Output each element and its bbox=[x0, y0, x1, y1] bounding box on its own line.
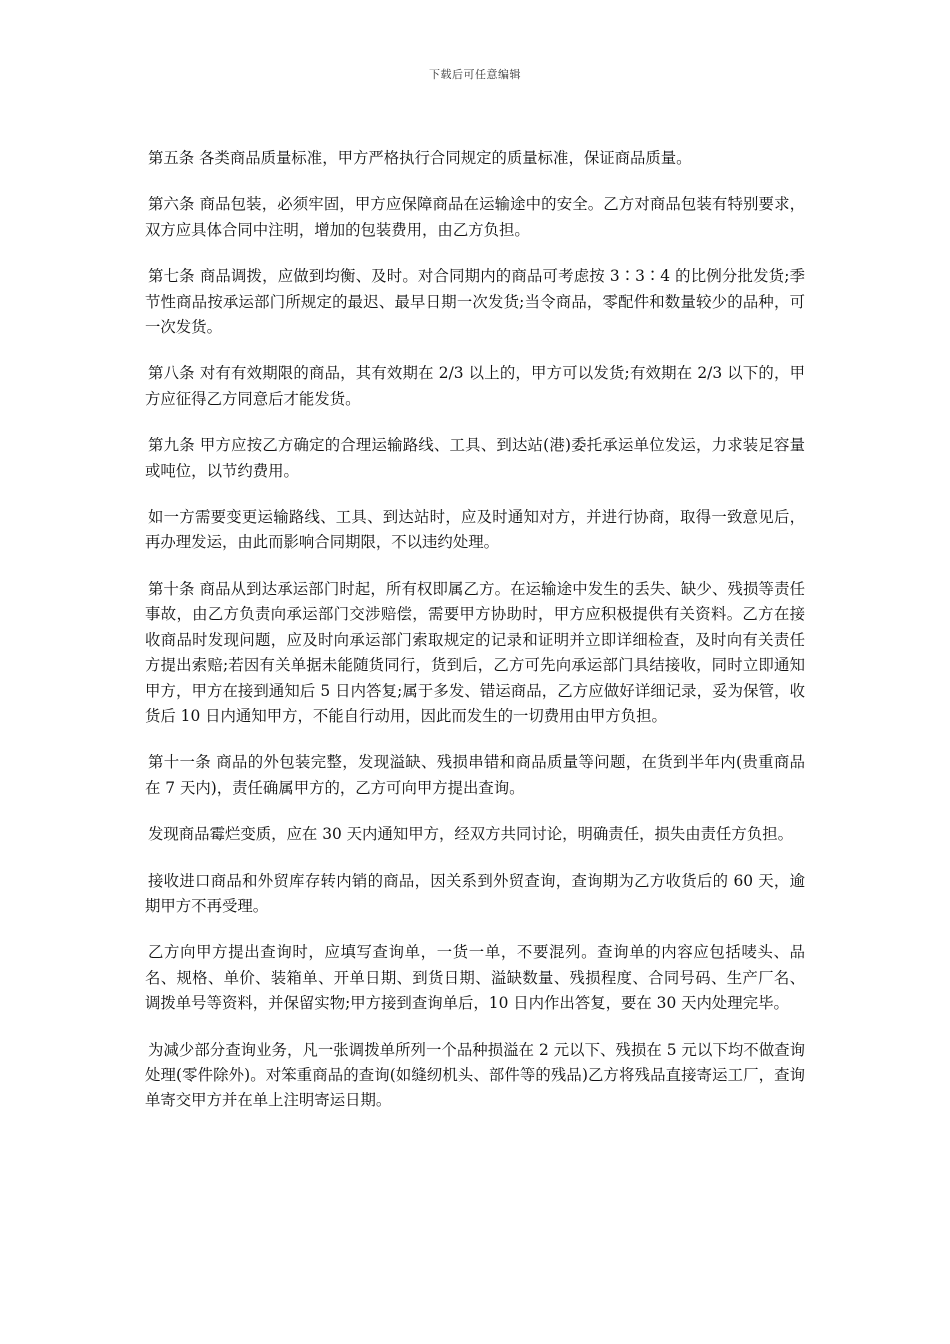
paragraph-article-5: 第五条 各类商品质量标准，甲方严格执行合同规定的质量标准，保证商品质量。 bbox=[148, 149, 692, 167]
paragraph-article-7: 第七条 商品调拨，应做到均衡、及时。对合同期内的商品可考虑按 3∶3∶4 的比例分批发货;季节性商品按承运部门所规定的最迟、最早日期一次发货;当令商品，零配件和数量较少的品种，可一次发货。 bbox=[145, 267, 805, 337]
document-body bbox=[145, 146, 805, 1135]
paragraph-article-8: 第八条 对有有效期限的商品，其有效期在 2/3 以上的，甲方可以发货;有效期在 2/3 以下的，甲方应征得乙方同意后才能发货。 bbox=[145, 364, 805, 408]
paragraph-article-10: 第十条 商品从到达承运部门时起，所有权即属乙方。在运输途中发生的丢失、缺少、残损等责任事故，由乙方负责向承运部门交涉赔偿，需要甲方协助时，甲方应积极提供有关资料。乙方在接收商品时发现问题，应及时向承运部门索取规定的记录和证明并立即详细检查，及时向有关责任方提出索赔;若因有关单据未能随货同行，货到后，乙方可先向承运部门具结接收，同时立即通知甲方，甲方在接到通知后 5 日内答复;属于多发、错运商品，乙方应做好详细记录，妥为保管，收货后 10 日内通知甲方，不能自行动用，因此而发生的一切费用由甲方负担。 bbox=[145, 579, 805, 725]
paragraph-article-11-imports: 接收进口商品和外贸库存转内销的商品，因关系到外贸查询，查询期为乙方收货后的 60 天，逾期甲方不再受理。 bbox=[145, 871, 805, 915]
paragraph-article-11: 第十一条 商品的外包装完整，发现溢缺、残损串错和商品质量等问题，在货到半年内(贵重商品在 7 天内)，责任确属甲方的，乙方可向甲方提出查询。 bbox=[145, 753, 805, 797]
paragraph-article-11-inquiry-form: 乙方向甲方提出查询时，应填写查询单，一货一单，不要混列。查询单的内容应包括唛头、品名、规格、单价、装箱单、开单日期、到货日期、溢缺数量、残损程度、合同号码、生产厂名、调拨单号等资料，并保留实物;甲方接到查询单后，10 日内作出答复，要在 30 天内处理完毕。 bbox=[145, 943, 805, 1013]
paragraph-article-6: 第六条 商品包装，必须牢固，甲方应保障商品在运输途中的安全。乙方对商品包装有特别要求，双方应具体合同中注明，增加的包装费用，由乙方负担。 bbox=[145, 195, 805, 239]
paragraph-article-11-small-amounts: 为减少部分查询业务，凡一张调拨单所列一个品种损溢在 2 元以下、残损在 5 元以下均不做查询处理(零件除外)。对笨重商品的查询(如缝纫机头、部件等的残品)乙方将残品直接寄运工厂，查询单寄交甲方并在单上注明寄运日期。 bbox=[145, 1040, 805, 1110]
header-note: 下载后可任意编辑 bbox=[429, 68, 521, 81]
paragraph-article-11-mildew: 发现商品霉烂变质，应在 30 天内通知甲方，经双方共同讨论，明确责任，损失由责任方负担。 bbox=[148, 825, 793, 844]
paragraph-article-9-change: 如一方需要变更运输路线、工具、到达站时，应及时通知对方，并进行协商，取得一致意见后，再办理发运，由此而影响合同期限，不以违约处理。 bbox=[145, 508, 805, 552]
paragraph-article-9: 第九条 甲方应按乙方确定的合理运输路线、工具、到达站(港)委托承运单位发运，力求装足容量或吨位，以节约费用。 bbox=[145, 436, 805, 480]
